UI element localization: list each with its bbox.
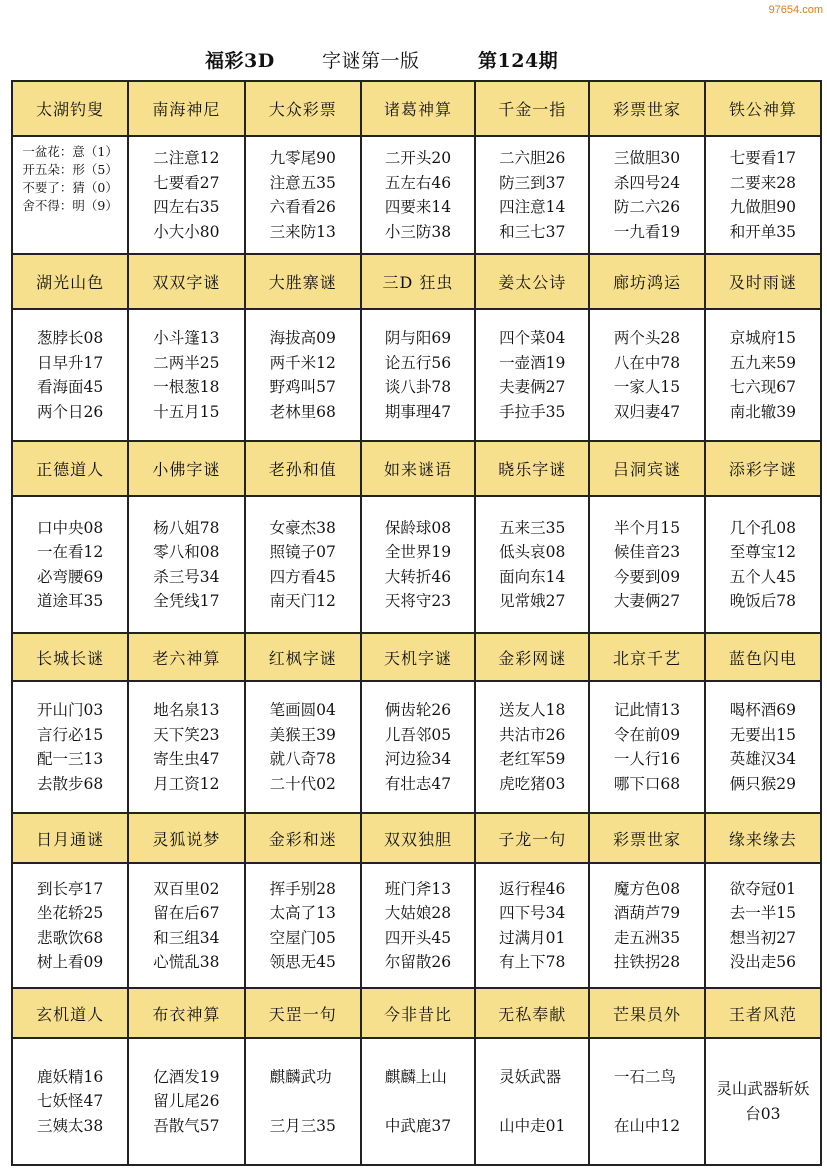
riddle-line: 七要看27 bbox=[153, 173, 220, 192]
riddle-line: 欲夺冠01 bbox=[729, 879, 796, 898]
header-row bbox=[12, 441, 821, 496]
riddle-line: 零八和08 bbox=[153, 543, 220, 561]
riddle-line: 阴与阳69 bbox=[384, 329, 452, 347]
riddle-line: 一九看19 bbox=[613, 222, 681, 241]
riddle-line: 南北辙39 bbox=[729, 402, 796, 421]
riddle-line: 五来三35 bbox=[499, 518, 566, 537]
riddle-line: 二六胆26 bbox=[499, 149, 566, 167]
column-header: 大胜寨谜 bbox=[245, 254, 361, 309]
riddle-line: 海拔高09 bbox=[269, 329, 336, 347]
riddle-line: 老林里68 bbox=[269, 402, 336, 421]
riddle-line: 六看看26 bbox=[269, 198, 336, 216]
riddle-cell bbox=[361, 863, 475, 988]
column-header: 如来谜语 bbox=[361, 441, 475, 496]
riddle-cell bbox=[705, 863, 821, 988]
column-header: 王者风范 bbox=[705, 988, 821, 1038]
column-header: 铁公神算 bbox=[705, 81, 821, 136]
column-header: 南海神尼 bbox=[128, 81, 244, 136]
riddle-cell bbox=[128, 309, 244, 441]
riddle-line: 三做胆30 bbox=[613, 149, 681, 167]
riddle-line: 悲歌饮68 bbox=[37, 928, 104, 947]
riddle-line: 看海面45 bbox=[37, 378, 104, 396]
riddle-cell bbox=[475, 681, 589, 813]
riddle-line: 就八奇78 bbox=[269, 750, 336, 768]
content-row bbox=[12, 863, 821, 988]
column-header: 彩票世家 bbox=[589, 81, 704, 136]
riddle-line: 小斗篷13 bbox=[153, 329, 220, 347]
content-row bbox=[12, 309, 821, 441]
riddle-line: 防二六26 bbox=[613, 198, 681, 216]
column-header: 天罡一句 bbox=[245, 988, 361, 1038]
column-header: 金彩和迷 bbox=[245, 813, 361, 863]
riddle-line: 论五行56 bbox=[384, 353, 452, 372]
header-row bbox=[12, 81, 821, 136]
riddle-line: 送友人18 bbox=[499, 701, 566, 719]
riddle-line: 言行必15 bbox=[37, 725, 104, 744]
riddle-cell bbox=[589, 1038, 704, 1165]
riddle-line: 保龄球08 bbox=[384, 518, 452, 537]
riddle-line bbox=[385, 1089, 451, 1114]
riddle-cell bbox=[12, 863, 128, 988]
riddle-cell bbox=[361, 1038, 475, 1165]
riddle-line: 二两半25 bbox=[153, 353, 220, 372]
riddle-line bbox=[499, 1089, 565, 1114]
riddle-line: 魔方色08 bbox=[613, 879, 681, 898]
riddle-cell bbox=[589, 496, 704, 633]
header-row bbox=[12, 988, 821, 1038]
riddle-line: 一根葱18 bbox=[153, 378, 220, 396]
title-lottery: 福彩3D bbox=[205, 50, 275, 72]
riddle-cell bbox=[361, 496, 475, 633]
riddle-line: 八在中78 bbox=[613, 353, 681, 372]
riddle-line: 麒麟上山 bbox=[384, 1067, 447, 1086]
riddle-line: 班门斧13 bbox=[384, 879, 452, 898]
riddle-cell bbox=[12, 1038, 128, 1165]
column-header: 正德道人 bbox=[12, 441, 128, 496]
riddle-cell bbox=[475, 496, 589, 633]
riddle-line: 天将守23 bbox=[384, 592, 452, 610]
riddle-line: 过满月01 bbox=[499, 928, 566, 947]
riddle-line: 小大小80 bbox=[153, 222, 220, 241]
riddle-line: 四左右35 bbox=[153, 198, 220, 216]
riddle-line: 去散步68 bbox=[37, 774, 104, 793]
riddle-line: 留儿尾26 bbox=[153, 1092, 220, 1111]
riddle-line: 七要看17 bbox=[729, 149, 796, 167]
riddle-line: 想当初27 bbox=[729, 928, 796, 947]
content-row bbox=[12, 496, 821, 633]
column-header: 蓝色闪电 bbox=[705, 633, 821, 681]
riddle-line: 一盆花：意（1） bbox=[22, 144, 118, 159]
riddle-cell bbox=[128, 136, 244, 254]
riddle-cell bbox=[128, 681, 244, 813]
riddle-cell bbox=[475, 863, 589, 988]
watermark: 97654.com bbox=[768, 4, 823, 16]
riddle-line: 二注意12 bbox=[153, 149, 220, 167]
riddle-line: 大妻俩27 bbox=[613, 592, 681, 610]
riddle-line: 低头哀08 bbox=[499, 543, 566, 561]
riddle-cell bbox=[245, 1038, 361, 1165]
riddle-cell bbox=[245, 309, 361, 441]
riddle-line: 寄生虫47 bbox=[153, 750, 220, 768]
riddle-line: 配一三13 bbox=[37, 750, 104, 768]
riddle-line: 道途耳35 bbox=[37, 592, 104, 610]
riddle-cell bbox=[12, 681, 128, 813]
riddle-line: 十五月15 bbox=[153, 402, 220, 421]
riddle-line: 两千米12 bbox=[269, 353, 336, 372]
riddle-line: 令在前09 bbox=[613, 725, 681, 744]
column-header: 今非昔比 bbox=[361, 988, 475, 1038]
riddle-line: 五九来59 bbox=[729, 353, 796, 372]
riddle-line: 笔画圆04 bbox=[269, 701, 336, 719]
riddle-line: 有上下78 bbox=[499, 953, 566, 971]
riddle-line: 面向东14 bbox=[499, 567, 566, 586]
riddle-line: 手拉手35 bbox=[499, 402, 566, 421]
riddle-line: 共沽市26 bbox=[499, 725, 566, 744]
riddle-line: 领思无45 bbox=[269, 953, 336, 971]
header-row bbox=[12, 633, 821, 681]
riddle-line: 大姑娘28 bbox=[384, 904, 452, 922]
riddle-line: 双归妻47 bbox=[613, 402, 681, 421]
riddle-line: 三姨太38 bbox=[37, 1116, 104, 1135]
column-header: 晓乐字谜 bbox=[475, 441, 589, 496]
riddle-line: 坐花轿25 bbox=[37, 904, 104, 922]
riddle-cell bbox=[361, 681, 475, 813]
riddle-line: 台03 bbox=[745, 1104, 781, 1123]
column-header: 金彩网谜 bbox=[475, 633, 589, 681]
riddle-line bbox=[614, 1089, 680, 1114]
riddle-line: 照镜子07 bbox=[269, 543, 336, 561]
column-header: 及时雨谜 bbox=[705, 254, 821, 309]
riddle-line: 葱脖长08 bbox=[37, 329, 104, 347]
riddle-line: 走五洲35 bbox=[613, 928, 681, 947]
column-header: 诸葛神算 bbox=[361, 81, 475, 136]
riddle-cell bbox=[245, 136, 361, 254]
riddle-cell bbox=[475, 1038, 589, 1165]
riddle-line: 二开头20 bbox=[384, 149, 452, 167]
riddle-line: 九零尾90 bbox=[269, 149, 336, 167]
riddle-cell bbox=[361, 136, 475, 254]
page-title bbox=[0, 46, 827, 76]
riddle-line: 拄铁拐28 bbox=[613, 953, 681, 971]
riddle-line: 晚饭后78 bbox=[729, 592, 796, 610]
riddle-line: 四开头45 bbox=[384, 928, 452, 947]
column-header: 双双字谜 bbox=[128, 254, 244, 309]
column-header: 芒果员外 bbox=[589, 988, 704, 1038]
riddle-line: 俩齿轮26 bbox=[384, 701, 452, 719]
riddle-line: 四要来14 bbox=[384, 198, 452, 216]
riddle-line: 大转折46 bbox=[384, 567, 452, 586]
riddle-cell bbox=[245, 496, 361, 633]
header-row bbox=[12, 813, 821, 863]
riddle-line: 五左右46 bbox=[384, 173, 452, 192]
riddle-line: 俩只猴29 bbox=[729, 774, 796, 793]
riddle-line: 到长亭17 bbox=[37, 879, 104, 898]
riddle-line: 心慌乱38 bbox=[153, 953, 220, 971]
riddle-cell bbox=[12, 496, 128, 633]
column-header: 无私奉献 bbox=[475, 988, 589, 1038]
riddle-line: 至尊宝12 bbox=[729, 543, 796, 561]
riddle-line: 麒麟武功 bbox=[269, 1067, 332, 1086]
column-header: 天机字谜 bbox=[361, 633, 475, 681]
riddle-cell bbox=[12, 136, 128, 254]
content-row bbox=[12, 136, 821, 254]
riddle-line: 三月三35 bbox=[269, 1116, 336, 1135]
riddle-line: 一石二鸟 bbox=[613, 1067, 676, 1086]
riddle-line: 不要了：猜（0） bbox=[22, 180, 118, 195]
column-header: 灵狐说梦 bbox=[128, 813, 244, 863]
riddle-line: 全凭线17 bbox=[153, 592, 220, 610]
riddle-line: 五个人45 bbox=[729, 567, 796, 586]
riddle-line: 一家人15 bbox=[613, 378, 681, 396]
riddle-line: 空屋门05 bbox=[269, 928, 336, 947]
riddle-line: 七六现67 bbox=[729, 378, 796, 396]
riddle-line: 二要来28 bbox=[729, 173, 796, 192]
riddle-line: 一壶酒19 bbox=[499, 353, 566, 372]
riddle-line: 九做胆90 bbox=[729, 198, 796, 216]
riddle-line: 双百里02 bbox=[153, 879, 220, 898]
column-header: 大众彩票 bbox=[245, 81, 361, 136]
riddle-line: 口中央08 bbox=[37, 518, 104, 537]
column-header: 姜太公诗 bbox=[475, 254, 589, 309]
riddle-cell bbox=[128, 1038, 244, 1165]
riddle-table bbox=[11, 80, 822, 1166]
riddle-cell bbox=[245, 863, 361, 988]
riddle-cell bbox=[12, 309, 128, 441]
riddle-line: 开五朵：形（5） bbox=[22, 162, 118, 177]
riddle-line: 谈八卦78 bbox=[384, 378, 452, 396]
riddle-cell bbox=[705, 1038, 821, 1165]
riddle-cell bbox=[475, 136, 589, 254]
riddle-line: 英雄汉34 bbox=[729, 750, 796, 768]
riddle-line: 夫妻俩27 bbox=[499, 378, 566, 396]
riddle-line: 记此情13 bbox=[613, 701, 681, 719]
riddle-line: 河边猃34 bbox=[384, 750, 452, 768]
riddle-line: 亿酒发19 bbox=[153, 1067, 220, 1086]
riddle-line: 和三七37 bbox=[499, 222, 566, 241]
riddle-line: 防三到37 bbox=[499, 173, 566, 192]
column-header: 小佛字谜 bbox=[128, 441, 244, 496]
riddle-line: 必弯腰69 bbox=[37, 567, 104, 586]
riddle-line: 几个孔08 bbox=[729, 518, 796, 537]
riddle-line: 全世界19 bbox=[384, 543, 452, 561]
riddle-line: 灵山武器斩妖 bbox=[716, 1080, 810, 1098]
column-header: 日月通谜 bbox=[12, 813, 128, 863]
riddle-line: 无要出15 bbox=[729, 725, 796, 744]
riddle-line: 杨八姐78 bbox=[153, 518, 220, 537]
riddle-line: 一在看12 bbox=[37, 543, 104, 561]
riddle-cell bbox=[589, 681, 704, 813]
riddle-line: 和三组34 bbox=[153, 928, 220, 947]
riddle-line: 注意五35 bbox=[269, 173, 336, 192]
riddle-line: 四注意14 bbox=[499, 198, 566, 216]
riddle-line: 一人行16 bbox=[613, 750, 681, 768]
riddle-line: 树上看09 bbox=[37, 953, 104, 971]
column-header: 红枫字谜 bbox=[245, 633, 361, 681]
riddle-line: 期事理47 bbox=[384, 402, 452, 421]
riddle-line: 七妖怪47 bbox=[37, 1092, 104, 1111]
column-header: 三D 狂虫 bbox=[361, 254, 475, 309]
riddle-cell bbox=[589, 309, 704, 441]
riddle-line: 喝杯酒69 bbox=[729, 701, 796, 719]
title-edition: 字谜第一版 bbox=[322, 50, 420, 72]
column-header: 吕洞宾谜 bbox=[589, 441, 704, 496]
column-header: 缘来缘去 bbox=[705, 813, 821, 863]
riddle-cell bbox=[705, 681, 821, 813]
content-row bbox=[12, 681, 821, 813]
riddle-line: 在山中12 bbox=[613, 1116, 681, 1135]
riddle-line: 吾散气57 bbox=[153, 1116, 220, 1135]
riddle-line: 挥手别28 bbox=[269, 879, 336, 898]
riddle-line: 月工资12 bbox=[153, 774, 220, 793]
column-header: 太湖钓叟 bbox=[12, 81, 128, 136]
riddle-cell bbox=[589, 136, 704, 254]
column-header: 玄机道人 bbox=[12, 988, 128, 1038]
column-header: 双双独胆 bbox=[361, 813, 475, 863]
column-header: 老六神算 bbox=[128, 633, 244, 681]
riddle-line: 开山门03 bbox=[37, 701, 104, 719]
riddle-line: 四下号34 bbox=[499, 904, 566, 922]
header-row bbox=[12, 254, 821, 309]
riddle-line: 儿吾邻05 bbox=[384, 725, 452, 744]
column-header: 廊坊鸿运 bbox=[589, 254, 704, 309]
riddle-line: 四个菜04 bbox=[499, 329, 566, 347]
riddle-cell bbox=[705, 136, 821, 254]
riddle-line: 天下笑23 bbox=[153, 725, 220, 744]
riddle-cell bbox=[128, 863, 244, 988]
riddle-line: 鹿妖精16 bbox=[37, 1067, 104, 1086]
riddle-line: 去一半15 bbox=[729, 904, 796, 922]
riddle-line: 老红军59 bbox=[499, 750, 566, 768]
riddle-line: 四方看45 bbox=[269, 567, 336, 586]
riddle-cell bbox=[705, 496, 821, 633]
riddle-line: 留在后67 bbox=[153, 904, 220, 922]
riddle-line: 虎吃猪03 bbox=[499, 774, 566, 793]
riddle-line: 今要到09 bbox=[613, 567, 681, 586]
riddle-line: 候佳音23 bbox=[613, 543, 681, 561]
riddle-line: 见常娥27 bbox=[499, 592, 566, 610]
riddle-line: 舍不得：明（9） bbox=[22, 198, 118, 213]
riddle-line: 有壮志47 bbox=[384, 774, 452, 793]
riddle-line: 返行程46 bbox=[499, 879, 566, 898]
riddle-line: 哪下口68 bbox=[613, 774, 681, 793]
riddle-line: 美猴王39 bbox=[269, 725, 336, 744]
riddle-cell bbox=[705, 309, 821, 441]
riddle-line: 南天门12 bbox=[269, 592, 336, 610]
content-row bbox=[12, 1038, 821, 1165]
riddle-line: 杀三号34 bbox=[153, 567, 220, 586]
column-header: 长城长谜 bbox=[12, 633, 128, 681]
column-header: 千金一指 bbox=[475, 81, 589, 136]
riddle-line: 三来防13 bbox=[269, 222, 336, 241]
riddle-line: 二十代02 bbox=[269, 774, 336, 793]
riddle-line: 和开单35 bbox=[729, 222, 796, 241]
riddle-line: 京城府15 bbox=[729, 329, 796, 347]
riddle-line: 半个月15 bbox=[613, 518, 681, 537]
riddle-line bbox=[270, 1089, 336, 1114]
column-header: 湖光山色 bbox=[12, 254, 128, 309]
riddle-cell bbox=[589, 863, 704, 988]
riddle-line: 山中走01 bbox=[499, 1116, 566, 1135]
column-header: 添彩字谜 bbox=[705, 441, 821, 496]
riddle-line: 没出走56 bbox=[729, 953, 796, 971]
title-issue: 第124期 bbox=[478, 50, 559, 72]
column-header: 北京千艺 bbox=[589, 633, 704, 681]
column-header: 子龙一句 bbox=[475, 813, 589, 863]
riddle-line: 日早升17 bbox=[37, 353, 104, 372]
riddle-line: 两个日26 bbox=[37, 402, 104, 421]
riddle-line: 女豪杰38 bbox=[269, 518, 336, 537]
column-header: 彩票世家 bbox=[589, 813, 704, 863]
riddle-line: 杀四号24 bbox=[613, 173, 681, 192]
riddle-line: 两个头28 bbox=[613, 329, 681, 347]
riddle-line: 中武鹿37 bbox=[384, 1116, 452, 1135]
riddle-line: 灵妖武器 bbox=[499, 1067, 562, 1086]
column-header: 老孙和值 bbox=[245, 441, 361, 496]
riddle-line: 小三防38 bbox=[384, 222, 452, 241]
riddle-line: 尔留散26 bbox=[384, 953, 452, 971]
riddle-cell bbox=[128, 496, 244, 633]
riddle-line: 酒葫芦79 bbox=[613, 904, 681, 922]
riddle-cell bbox=[361, 309, 475, 441]
column-header: 布衣神算 bbox=[128, 988, 244, 1038]
riddle-line: 地名泉13 bbox=[153, 701, 220, 719]
riddle-cell bbox=[475, 309, 589, 441]
riddle-cell bbox=[245, 681, 361, 813]
riddle-line: 太高了13 bbox=[269, 904, 336, 922]
riddle-line: 野鸡叫57 bbox=[269, 378, 336, 396]
